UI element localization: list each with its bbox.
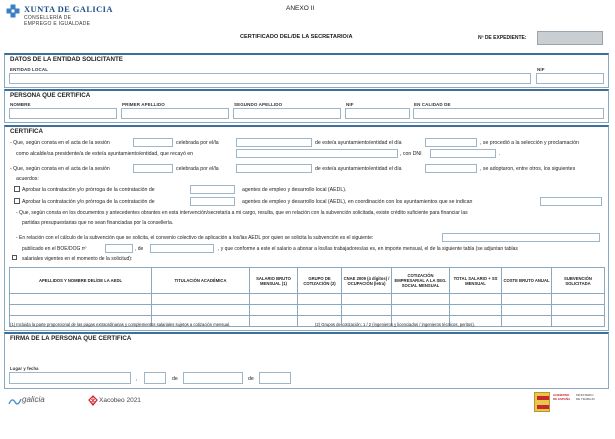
- p3-text-a: - Que, según consta en los documentos y antecedentes obrantes en esta intervención/secretaría a mi cargo, resulta, que en relación con la subvención solicitada, existe crédito suficiente para financiar las: [16, 210, 468, 216]
- p4-text-c: , de: [135, 246, 144, 252]
- col-header-name: APELLIDOS Y NOMBRE DEL/DE LA AEDL: [10, 268, 152, 294]
- table-cell[interactable]: [450, 305, 502, 316]
- col-header-grant: SUBVENCIÓN SOLICITADA: [552, 268, 605, 294]
- col-header-group: GRUPO DE COTIZACIÓN (2): [298, 268, 342, 294]
- table-cell[interactable]: [152, 305, 250, 316]
- table-cell[interactable]: [552, 316, 605, 327]
- p4-text-a: - En relación con el cálculo de la subvención que se solicita, el convenio colectivo de aplicación a los/las AEDL por quien se solicita la subvención es el siguiente:: [16, 235, 374, 241]
- surname1-input[interactable]: [121, 108, 229, 119]
- org-line-2: EMPREGO E IGUALDADE: [24, 21, 91, 27]
- file-number-input[interactable]: [537, 31, 603, 45]
- cb1-text-a: Aprobar la contratación y/o prórroga de la contratación de: [22, 187, 155, 193]
- cb2-text-a: Aprobar la contratación y/o prórroga de la contratación de: [22, 199, 155, 205]
- p1-text-f: , con DNI: [400, 151, 422, 157]
- col-header-ss: COTIZACIÓN EMPRESARIAL A LA SEG. SOCIAL MENSUAL: [392, 268, 450, 294]
- de-label-2: de: [248, 376, 254, 382]
- p2-body-input[interactable]: [236, 164, 312, 173]
- year-input[interactable]: [259, 372, 291, 384]
- p1-body-input[interactable]: [236, 138, 312, 147]
- p3-text-b: partidas presupuestarias que no sean financiadas por la consellería.: [22, 220, 174, 226]
- cb2-councils-input[interactable]: [540, 197, 602, 206]
- xacobeo-shell-icon: [88, 395, 98, 406]
- table-cell[interactable]: [502, 294, 552, 305]
- table-cell[interactable]: [502, 305, 552, 316]
- table-cell[interactable]: [392, 294, 450, 305]
- table-cell[interactable]: [250, 294, 298, 305]
- col-header-total: TOTAL SALARIO + SS MENSUAL: [450, 268, 502, 294]
- ministry-line-1: GOBIERNO: [553, 393, 570, 397]
- table-cell[interactable]: [250, 316, 298, 327]
- cb1-text-b: agentes de empleo y desarrollo local (AEDL).: [242, 187, 347, 193]
- xunta-logo: [6, 4, 20, 18]
- p1-text-e: como alcalde/sa presidente/a de este/a ayuntamiento/entidad, que recayó en: [16, 151, 194, 157]
- de-label-1: de: [172, 376, 178, 382]
- annex-label: ANEXO II: [286, 5, 315, 12]
- place-date-label: Lugar y fecha: [10, 366, 39, 371]
- table-cell[interactable]: [502, 316, 552, 327]
- col-header-cnae: CNAE 2009 (4 dígitos) / OCUPACIÓN (letra): [342, 268, 392, 294]
- p2-date-input[interactable]: [425, 164, 477, 173]
- table-row: [10, 294, 605, 305]
- agreement-checkbox-2[interactable]: [14, 198, 20, 204]
- org-line-1: CONSELLERÍA DE: [24, 15, 72, 21]
- p4-bulletin-input[interactable]: [105, 244, 133, 253]
- p2-session-input[interactable]: [133, 164, 173, 173]
- p2-text-c: de este/a ayuntamiento/entidad el día: [315, 166, 402, 172]
- p1-text-d: , se procedió a la selección y proclamación: [480, 140, 579, 146]
- ministry-logo: [534, 392, 606, 412]
- surname2-input[interactable]: [233, 108, 341, 119]
- place-input[interactable]: [9, 372, 131, 384]
- p2-text-a: - Que, según consta en el acta de la sesión: [10, 166, 110, 172]
- table-cell[interactable]: [10, 305, 152, 316]
- agreement-checkbox-1[interactable]: [14, 186, 20, 192]
- table-cell[interactable]: [392, 305, 450, 316]
- certifies-section-title: CERTIFICA: [10, 128, 43, 135]
- cb2-count-input[interactable]: [190, 197, 235, 206]
- p1-date-input[interactable]: [425, 138, 477, 147]
- p2-text-d: , se adoptaron, entre otros, los siguientes: [480, 166, 576, 172]
- entity-section-title: DATOS DE LA ENTIDAD SOLICITANTE: [10, 56, 123, 63]
- p2-text-e: acuerdos:: [16, 176, 39, 182]
- logo-name: XUNTA DE GALICIA: [24, 4, 113, 14]
- ministry-line-4: DE TRABAJO: [576, 397, 595, 401]
- xunta-emblem-icon: [6, 4, 20, 18]
- p1-dni-input[interactable]: [430, 149, 496, 158]
- doc-title: CERTIFICADO DEL/DE LA SECRETARIO/A: [240, 34, 353, 40]
- p1-text-b: celebrada por el/la: [176, 140, 219, 146]
- table-cell[interactable]: [552, 294, 605, 305]
- table-cell[interactable]: [298, 294, 342, 305]
- p1-text-a: - Que, según consta en el acta de la sesión: [10, 140, 110, 146]
- col-header-annual: COSTE BRUTO ANUAL: [502, 268, 552, 294]
- galicia-wave-icon: [8, 396, 22, 406]
- table-cell[interactable]: [342, 305, 392, 316]
- xacobeo-wordmark: Xacobeo 2021: [99, 397, 141, 404]
- spain-coat-of-arms-icon: [534, 392, 550, 412]
- cb2-text-b: agentes de empleo y desarrollo local (AEDL), en coordinación con los ayuntamientos que se indican: [242, 199, 473, 205]
- salary-table: [9, 267, 605, 327]
- p4-date-input[interactable]: [150, 244, 214, 253]
- certifier-section-title: PERSONA QUE CERTIFICA: [10, 92, 91, 99]
- name-input[interactable]: [9, 108, 117, 119]
- local-entity-label: ENTIDAD LOCAL: [10, 67, 49, 72]
- p1-text-g: .: [499, 151, 501, 157]
- p4-text-b: publicado en el BOE/DOG nº: [22, 246, 87, 252]
- certifier-nif-label: NIF: [346, 102, 354, 107]
- p1-mayor-input[interactable]: [236, 149, 398, 158]
- surname1-label: PRIMER APELLIDO: [122, 102, 165, 107]
- capacity-input[interactable]: [413, 108, 604, 119]
- table-cell[interactable]: [342, 294, 392, 305]
- month-input[interactable]: [183, 372, 243, 384]
- p4-text-e: salariales vigentes en el momento de la solicitud):: [22, 256, 133, 262]
- surname2-label: SEGUNDO APELLIDO: [234, 102, 283, 107]
- entity-nif-label: NIF: [537, 67, 545, 72]
- table-row: [10, 305, 605, 316]
- certifier-nif-input[interactable]: [345, 108, 410, 119]
- p4-agreement-input[interactable]: [442, 233, 600, 242]
- table-cell[interactable]: [10, 294, 152, 305]
- table-cell[interactable]: [250, 305, 298, 316]
- table-cell[interactable]: [450, 294, 502, 305]
- ministry-line-2: DE ESPAÑA: [553, 397, 571, 401]
- table-cell[interactable]: [298, 305, 342, 316]
- col-header-degree: TITULACIÓN ACADÉMICA: [152, 268, 250, 294]
- salary-tables-checkbox[interactable]: [12, 255, 17, 260]
- table-note-1: (1) Incluida la parte proporcional de las pagas extraordinarias y complementos salariales sujetos a cotización mensual.: [10, 322, 231, 327]
- table-cell[interactable]: [552, 305, 605, 316]
- local-entity-input[interactable]: [9, 73, 531, 84]
- cb1-count-input[interactable]: [190, 185, 235, 194]
- p1-text-c: de este/a ayuntamiento/entidad el día: [315, 140, 402, 146]
- entity-nif-input[interactable]: [536, 73, 604, 84]
- table-cell[interactable]: [152, 294, 250, 305]
- name-label: NOMBRE: [10, 102, 31, 107]
- table-note-2: (2) Grupos de cotización: 1 / 2 (ingenieros y licenciados / ingenieros técnicos, peritos).: [315, 322, 475, 327]
- ministry-line-3: MINISTERIO: [576, 393, 594, 397]
- file-number-label: Nº DE EXPEDIENTE:: [478, 35, 527, 41]
- signature-section-title: FIRMA DE LA PERSONA QUE CERTIFICA: [10, 335, 132, 342]
- capacity-label: EN CALIDAD DE: [414, 102, 451, 107]
- place-comma: ,: [136, 376, 138, 382]
- p1-session-input[interactable]: [133, 138, 173, 147]
- p2-text-b: celebrada por el/la: [176, 166, 219, 172]
- p4-text-d: , y que conforme a este el salario a abonar a los/las trabajadores/as es, en importe mensual, el de la siguiente tabla (se adjuntan tablas: [218, 246, 518, 252]
- galicia-wordmark: galicia: [22, 395, 45, 404]
- col-header-salary: SALARIO BRUTO MENSUAL (1): [250, 268, 298, 294]
- day-input[interactable]: [144, 372, 166, 384]
